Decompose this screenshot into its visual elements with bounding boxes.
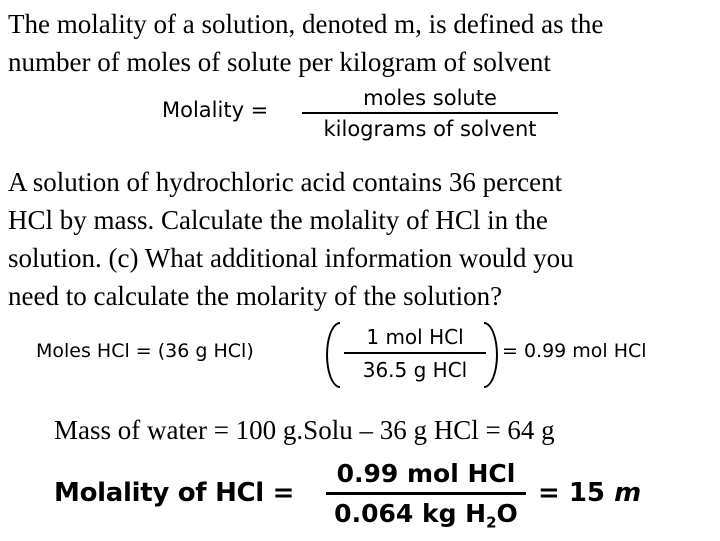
moles-equation-lhs: Moles HCl = (36 g HCl) [36, 340, 254, 362]
moles-equation-fraction [344, 322, 486, 386]
denominator-prefix: 0.064 kg H [334, 499, 487, 528]
water-subscript: 2 [486, 513, 497, 532]
denominator-suffix: O [496, 499, 518, 528]
problem-line-1: A solution of hydrochloric acid contains 36 percent [8, 167, 563, 197]
molality-equation-numerator: 0.99 mol HCl [336, 459, 516, 488]
right-parenthesis [484, 322, 498, 388]
molality-definition-numerator: moles solute [363, 86, 497, 110]
moles-equation-result: = 0.99 mol HCl [502, 340, 647, 362]
moles-equation-numerator: 1 mol HCl [366, 325, 464, 349]
problem-line-2: HCl by mass. Calculate the molality of HCl in the [8, 205, 548, 235]
problem-line-4: need to calculate the molarity of the solution? [8, 281, 503, 311]
mass-of-water-line: Mass of water = 100 g.Solu – 36 g HCl = 64 g [54, 415, 555, 445]
molality-equation-result [538, 478, 641, 508]
molality-definition-denominator: kilograms of solvent [323, 117, 537, 141]
molality-equation-denominator [334, 495, 518, 541]
problem-line-3: solution. (c) What additional information would you [8, 243, 574, 273]
molality-definition-fraction [302, 84, 558, 144]
result-unit: m [614, 478, 642, 508]
result-value: = 15 [538, 478, 606, 508]
moles-equation-denominator: 36.5 g HCl [362, 358, 468, 382]
molality-equation-fraction [326, 456, 526, 541]
intro-line-2: number of moles of solute per kilogram of solvent [8, 47, 551, 77]
left-parenthesis [326, 322, 340, 388]
molality-equation-lhs: Molality of HCl = [54, 478, 295, 508]
intro-line-1: The molality of a solution, denoted m, is defined as the [8, 9, 604, 39]
molality-definition-lhs: Molality = [162, 98, 269, 122]
